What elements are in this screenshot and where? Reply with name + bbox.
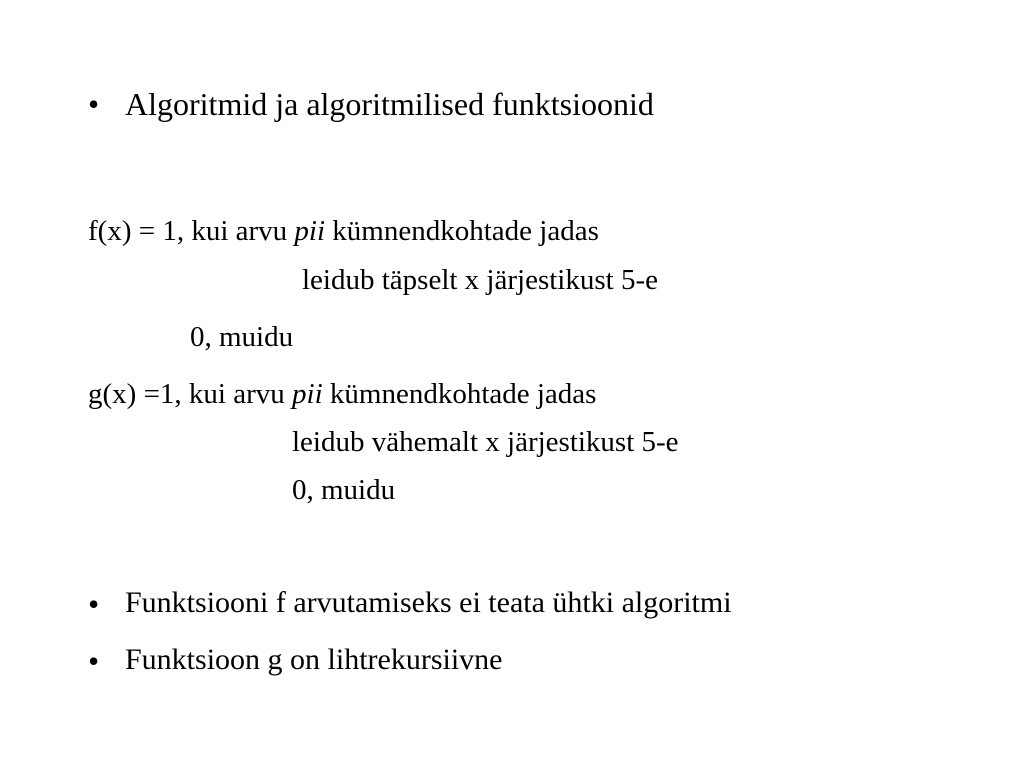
g-case1-suffix: kümnendkohtade jadas (322, 378, 597, 410)
f-case1-suffix: kümnendkohtade jadas (325, 215, 599, 247)
bullet-marker-1: • (88, 86, 100, 122)
bullet-marker-2: • (88, 586, 100, 622)
g-case1-pii: pii (292, 378, 323, 410)
g-definition-otherwise: 0, muidu (292, 474, 396, 506)
f-lhs: f(x) = (88, 215, 163, 247)
bullet-item-funktsiooni-f: Funktsiooni f arvutamiseks ei teata ühtki algoritmi (125, 586, 732, 619)
f-definition-line-1 (88, 217, 599, 246)
f-definition-line-2: leidub täpselt x järjestikust 5-e (302, 264, 658, 296)
g-definition-line-1 (88, 380, 596, 409)
bullet-item-funktsioon-g: Funktsioon g on lihtrekursiivne (125, 643, 503, 676)
f-definition-otherwise: 0, muidu (190, 321, 294, 353)
f-case1-pii: pii (294, 215, 326, 247)
bullet-marker-3: • (88, 643, 100, 679)
g-definition-line-2: leidub vähemalt x järjestikust 5-e (292, 426, 679, 458)
bullet-item-algoritmid: Algoritmid ja algoritmilised funktsioonid (125, 86, 654, 122)
g-case1-prefix: 1, kui arvu (159, 378, 293, 410)
g-lhs: g(x) = (88, 378, 160, 410)
f-case1-prefix: 1, kui arvu (162, 215, 295, 247)
